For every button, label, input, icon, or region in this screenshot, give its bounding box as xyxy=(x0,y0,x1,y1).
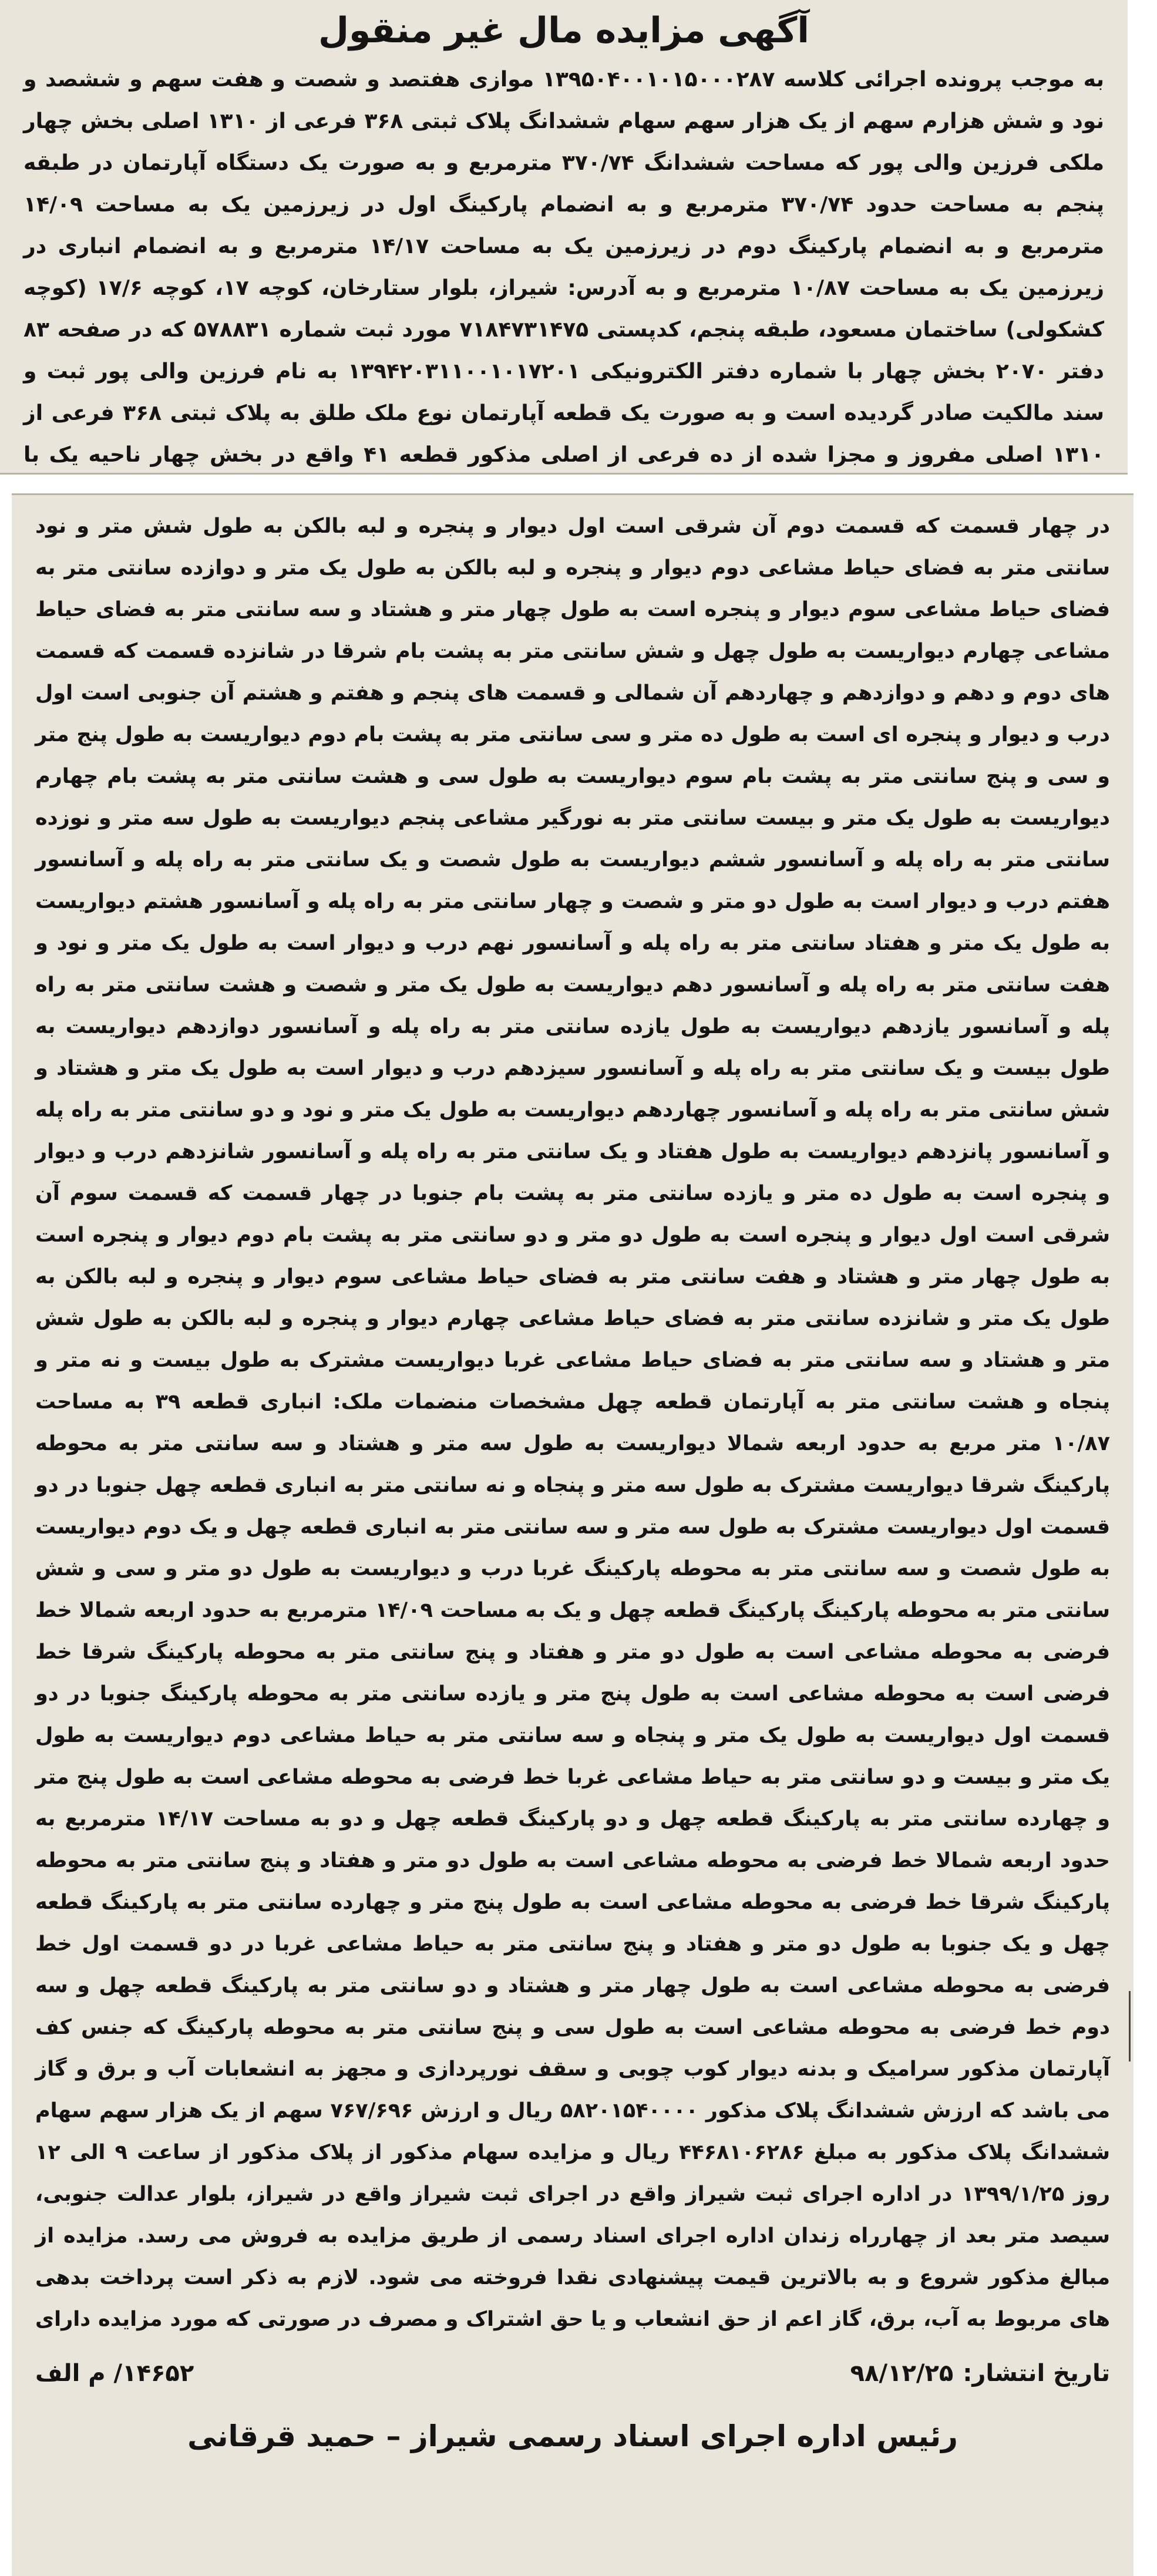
publication-date-label: تاریخ انتشار: xyxy=(963,2360,1110,2387)
notice-title: آگهی مزایده مال غیر منقول xyxy=(318,10,809,51)
publication-date: ۹۸/۱۲/۲۵ xyxy=(850,2360,954,2387)
notice-body-part-1: به موجب پرونده اجرائی کلاسه ۱۳۹۵۰۴۰۰۱۰۱۵۰۰۰۲۸۷ موازی هفتصد و شصت و هفت سهم و ششصد و نود و شش هزارم سهم از یک هزار سهم سهام ششدانگ پلاک ثبتی ۳۶۸ فرعی از ۱۳۱۰ اصلی بخش چهار ملکی فرزین والی پور که مساحت ششدانگ ۳۷۰/۷۴ مترمربع و به صورت یک دستگاه آپارتمان در طبقه پنجم به مساحت حدود ۳۷۰/۷۴ مترمربع و به انضمام پارکینگ اول در زیرزمین یک به مساحت ۱۴/۰۹ مترمربع و به انضمام پارکینگ دوم در زیرزمین یک به مساحت ۱۴/۱۷ مترمربع و به انضمام انباری در زیرزمین یک به مساحت ۱۰/۸۷ مترمربع و به آدرس: شیراز، بلوار ستارخان، کوچه ۱۷، کوچه ۱۷/۶ (کوچه کشکولی) ساختمان مسعود، طبقه پنجم، کدپستی ۷۱۸۴۷۳۱۴۷۵ مورد ثبت شماره ۵۷۸۸۳۱ که در صفحه ۸۳ دفتر ۲۰۷۰ بخش چهار با شماره دفتر الکترونیکی ۱۳۹۴۲۰۳۱۱۰۰۱۰۱۷۲۰۱ به نام فرزین والی پور ثبت و سند مالکیت صادر گردیده است و به صورت یک قطعه آپارتمان نوع ملک طلق به پلاک ثبتی ۳۶۸ فرعی از ۱۳۱۰ اصلی مفروز و مجزا شده از ده فرعی از اصلی مذکور قطعه ۴۱ واقع در بخش چهار ناحیه یک با xyxy=(23,68,1105,467)
notice-clipping-bottom xyxy=(12,493,1134,2576)
notice-body-part-2: در چهار قسمت که قسمت دوم آن شرقی است اول دیوار و پنجره و لبه بالکن به طول شش متر و نود سانتی متر به فضای حیاط مشاعی دوم دیوار و پنجره و لبه بالکن به طول یک متر و دوازده سانتی متر به فضای حیاط مشاعی سوم دیوار و پنجره است به طول چهار متر و هشتاد و سه سانتی متر به فضای حیاط مشاعی چهارم دیواریست به طول چهل و شش سانتی متر به پشت بام شرقا در شانزده قسمت که قسمت های دوم و دهم و دوازدهم و چهاردهم آن شمالی و قسمت های پنجم و هفتم و هشتم آن جنوبی است اول درب و دیوار و پنجره ای است به طول ده متر و سی سانتی متر به پشت بام دوم دیواریست به طول پنج متر و سی و پنج سانتی متر به پشت بام سوم دیواریست به طول سی و هشت سانتی متر به پشت بام چهارم دیواریست به طول یک متر و بیست سانتی متر به نورگیر مشاعی پنجم دیواریست به طول سه متر و نوزده سانتی متر به راه پله و آسانسور ششم دیواریست به طول شصت و یک سانتی متر به راه پله و آسانسور هفتم درب و دیوار است به طول دو متر و شصت و چهار سانتی متر به راه پله و آسانسور هشتم دیواریست به طول یک متر و هفتاد سانتی متر به راه پله و آسانسور نهم درب و دیوار است به طول یک متر و نود و هفت سانتی متر به راه پله و آسانسور دهم دیواریست به طول یک متر و شصت و هشت سانتی متر به راه پله و آسانسور یازدهم دیواریست به طول یازده سانتی متر به راه پله و آسانسور دوازدهم دیواریست به طول بیست و یک سانتی متر به راه پله و آسانسور سیزدهم درب و دیوار است به طول یک متر و هشتاد و شش سانتی متر به راه پله و آسانسور چهاردهم دیواریست به طول یک متر و نود و دو سانتی متر به راه پله و آسانسور پانزدهم دیواریست به طول هفتاد و یک سانتی متر به راه پله و آسانسور شانزدهم درب و دیوار و پنجره است به طول ده متر و یازده سانتی متر به پشت بام جنوبا در چهار قسمت که قسمت سوم آن شرقی است اول دیوار و پنجره است به طول دو متر و دو سانتی متر به پشت بام دوم دیوار و پنجره است به طول چهار متر و هشتاد و هفت سانتی متر به فضای حیاط مشاعی سوم دیوار و پنجره و لبه بالکن به طول یک متر و شانزده سانتی متر به فضای حیاط مشاعی چهارم دیوار و پنجره و لبه بالکن به طول شش متر و هشتاد و سه سانتی متر به فضای حیاط مشاعی غربا دیواریست مشترک به طول بیست و نه متر و پنجاه و هشت سانتی متر به آپارتمان قطعه چهل مشخصات منضمات ملک: انباری قطعه ۳۹ به مساحت ۱۰/۸۷ متر مربع به حدود اربعه شمالا دیواریست به طول سه متر و هشتاد و سه سانتی متر به محوطه پارکینگ شرقا دیواریست مشترک به طول سه متر و پنجاه و نه سانتی متر به انباری قطعه چهل جنوبا در دو قسمت اول دیواریست مشترک به طول سه متر و سه سانتی متر به انباری قطعه چهل و یک دوم دیواریست به طول شصت و سه سانتی متر به محوطه پارکینگ غربا درب و دیواریست به طول دو متر و سی و شش سانتی متر به محوطه پارکینگ پارکینگ قطعه چهل و یک به مساحت ۱۴/۰۹ مترمربع به حدود اربعه شمالا خط فرضی به محوطه مشاعی است به طول دو متر و هفتاد و پنج سانتی متر به محوطه پارکینگ شرقا خط فرضی است به محوطه مشاعی است به طول پنج متر و یازده سانتی متر به محوطه پارکینگ جنوبا در دو قسمت اول دیواریست به طول یک متر و پنجاه و سه سانتی متر به حیاط مشاعی دوم دیواریست به طول یک متر و بیست و دو سانتی متر به حیاط مشاعی غربا خط فرضی به محوطه مشاعی است به طول پنج متر و چهارده سانتی متر به پارکینگ قطعه چهل و دو پارکینگ قطعه چهل و دو به مساحت ۱۴/۱۷ مترمربع به حدود اربعه شمالا خط فرضی به محوطه مشاعی است به طول دو متر و هفتاد و پنج سانتی متر به محوطه پارکینگ شرقا خط فرضی به محوطه مشاعی است به طول پنج متر و چهارده سانتی متر به پارکینگ قطعه چهل و یک جنوبا به طول دو متر و هفتاد و پنج سانتی متر به حیاط مشاعی غربا در دو قسمت اول خط فرضی به محوطه مشاعی است به طول چهار متر و هشتاد و دو سانتی متر به پارکینگ قطعه چهل و سه دوم خط فرضی به محوطه مشاعی است به طول سی و پنج سانتی متر به محوطه پارکینگ که جنس کف آپارتمان مذکور سرامیک و بدنه دیوار کوب چوبی و سقف نورپردازی و مجهز به انشعابات آب و برق و گاز می باشد که ارزش ششدانگ پلاک مذکور ۵۸۲۰۱۵۴۰۰۰۰ ریال و ارزش ۷۶۷/۶۹۶ سهم از یک هزار سهم سهام ششدانگ پلاک مذکور به مبلغ ۴۴۶۸۱۰۶۲۸۶ ریال و مزایده سهام مذکور از پلاک مذکور از ساعت ۹ الی ۱۲ روز ۱۳۹۹/۱/۲۵ در اداره اجرای ثبت شیراز واقع در اجرای ثبت شیراز واقع در شیراز، بلوار عدالت جنوبی، سیصد متر بعد از چهارراه زندان اداره اجرای اسناد رسمی از طریق مزایده به فروش می رسد. مزایده از مبالغ مذکور شروع و به بالاترین قیمت پیشنهادی نقدا فروخته می شود. لازم به ذکر است پرداخت بدهی های مربوط به آب، برق، گاز اعم از حق انشعاب و یا حق اشتراک و مصرف در صورتی که مورد مزایده دارای xyxy=(35,514,1111,2331)
reference-number: ۱۴۶۵۲/ م الف xyxy=(35,2360,194,2387)
publication-date-group xyxy=(850,2360,1110,2387)
signature-line: رئیس اداره اجرای اسناد رسمی شیراز – حمید قرقانی xyxy=(187,2419,958,2453)
publication-row xyxy=(35,2356,1110,2391)
notice-clipping-top xyxy=(0,0,1128,475)
edge-bracket-mark xyxy=(1129,1991,1136,2062)
